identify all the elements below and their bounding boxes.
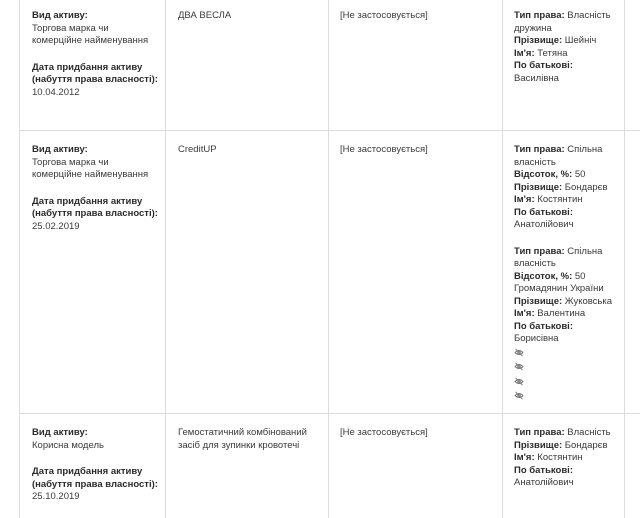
asset-name: Гемостатичний комбінований засіб для зупинки кровотечі [178, 427, 307, 451]
asset-note: [Не застосовується] [340, 144, 428, 155]
asset-name: CreditUP [178, 144, 217, 155]
share-label: Відсоток, %: [514, 169, 573, 180]
share-label: Відсоток, %: [514, 270, 573, 282]
surname-value: Жуковська [564, 295, 613, 307]
column-divider [328, 0, 329, 518]
patronymic-value: Борисівна [514, 333, 559, 344]
name-value: Костянтин [537, 452, 583, 463]
name-value: Тетяна [537, 47, 568, 59]
patronymic-label: По батькові: [514, 206, 573, 218]
share-value: 50 [574, 169, 586, 180]
patronymic-label: По батькові: [514, 320, 573, 332]
owner-cell [514, 427, 618, 490]
surname-value: Шейніч [564, 35, 597, 46]
asset-note-cell [340, 427, 500, 440]
owner-cell [514, 10, 618, 85]
owner-surname [514, 35, 618, 48]
acquisition-date-label: Дата придбання активу (набуття права власності): [32, 466, 158, 490]
name-value: Валентина [537, 308, 586, 319]
owner-name [514, 452, 618, 465]
eye-slash-icon[interactable] [514, 362, 524, 375]
asset-note: [Не застосовується] [340, 427, 428, 438]
asset-note-cell [340, 10, 500, 23]
row-divider [19, 130, 640, 131]
column-divider [165, 0, 166, 518]
eye-slash-icon[interactable] [514, 377, 524, 390]
asset-name: ДВА ВЕСЛА [178, 10, 232, 21]
acquisition-date-label: Дата придбання активу (набуття права власності): [32, 61, 158, 85]
owner-cell [514, 144, 618, 404]
owner-patronymic [514, 321, 618, 334]
surname-label: Прізвище: [514, 35, 563, 46]
column-divider [502, 0, 503, 518]
owner-surname [514, 182, 618, 195]
surname-label: Прізвище: [514, 295, 563, 307]
owner-patronymic [514, 60, 618, 85]
acquisition-date-label: Дата придбання активу (набуття права власності): [32, 195, 158, 219]
right-type-value: Власність дружина [514, 10, 611, 34]
column-divider [624, 0, 625, 518]
asset-type-value: Торгова марка чи комерційне найменування [32, 156, 149, 180]
owner-right-type [514, 427, 618, 440]
right-type-label: Тип права: [514, 245, 565, 257]
asset-type-label: Вид активу: [32, 10, 88, 21]
acquisition-date-value: 25.02.2019 [32, 220, 80, 232]
owner-share [514, 169, 618, 182]
owner-share [514, 271, 618, 284]
surname-value: Бондарєв [564, 439, 608, 451]
owner-citizenship: Громадянин України [514, 283, 604, 294]
patronymic-label: По батькові: [514, 60, 573, 71]
row-divider [19, 413, 640, 414]
owner-right-type [514, 144, 618, 169]
asset-info-cell [32, 427, 160, 504]
patronymic-value: Анатолійович [514, 477, 574, 488]
acquisition-date-value: 25.10.2019 [32, 491, 80, 502]
asset-note: [Не застосовується] [340, 10, 428, 21]
owner-patronymic [514, 207, 618, 220]
eye-slash-icon[interactable] [514, 348, 524, 361]
right-type-value: Спільна власність [514, 245, 603, 269]
right-type-label: Тип права: [514, 427, 565, 438]
right-type-value: Власність [567, 427, 611, 438]
name-label: Ім'я: [514, 47, 535, 59]
asset-type-label: Вид активу: [32, 427, 88, 438]
asset-note-cell [340, 144, 500, 157]
patronymic-value: Василівна [514, 72, 559, 84]
name-label: Ім'я: [514, 194, 535, 205]
owner-patronymic [514, 465, 618, 478]
asset-name-cell [178, 144, 326, 157]
right-type-label: Тип права: [514, 144, 565, 155]
surname-value: Бондарєв [564, 181, 608, 193]
owner-name [514, 48, 618, 61]
owner-surname [514, 296, 618, 309]
owner-right-type [514, 246, 618, 271]
asset-type-label: Вид активу: [32, 144, 88, 155]
patronymic-value: Анатолійович [514, 219, 574, 230]
asset-type-value: Корисна модель [32, 439, 104, 451]
asset-name-cell [178, 427, 326, 452]
right-type-value: Спільна власність [514, 144, 603, 168]
owner-name [514, 308, 618, 321]
name-label: Ім'я: [514, 452, 535, 463]
surname-label: Прізвище: [514, 181, 563, 193]
column-divider [19, 0, 20, 518]
name-value: Костянтин [537, 194, 583, 205]
surname-label: Прізвище: [514, 439, 563, 451]
share-value: 50 [574, 270, 586, 282]
owner-name [514, 194, 618, 207]
name-label: Ім'я: [514, 308, 535, 319]
acquisition-date-value: 10.04.2012 [32, 86, 80, 98]
right-type-label: Тип права: [514, 10, 565, 21]
asset-type-value: Торгова марка чи комерційне найменування [32, 22, 149, 46]
owner-right-type [514, 10, 618, 35]
patronymic-label: По батькові: [514, 464, 573, 476]
eye-slash-icon[interactable] [514, 391, 524, 404]
asset-info-cell [32, 144, 160, 233]
asset-name-cell [178, 10, 326, 23]
owner-surname [514, 440, 618, 453]
asset-info-cell [32, 10, 160, 99]
